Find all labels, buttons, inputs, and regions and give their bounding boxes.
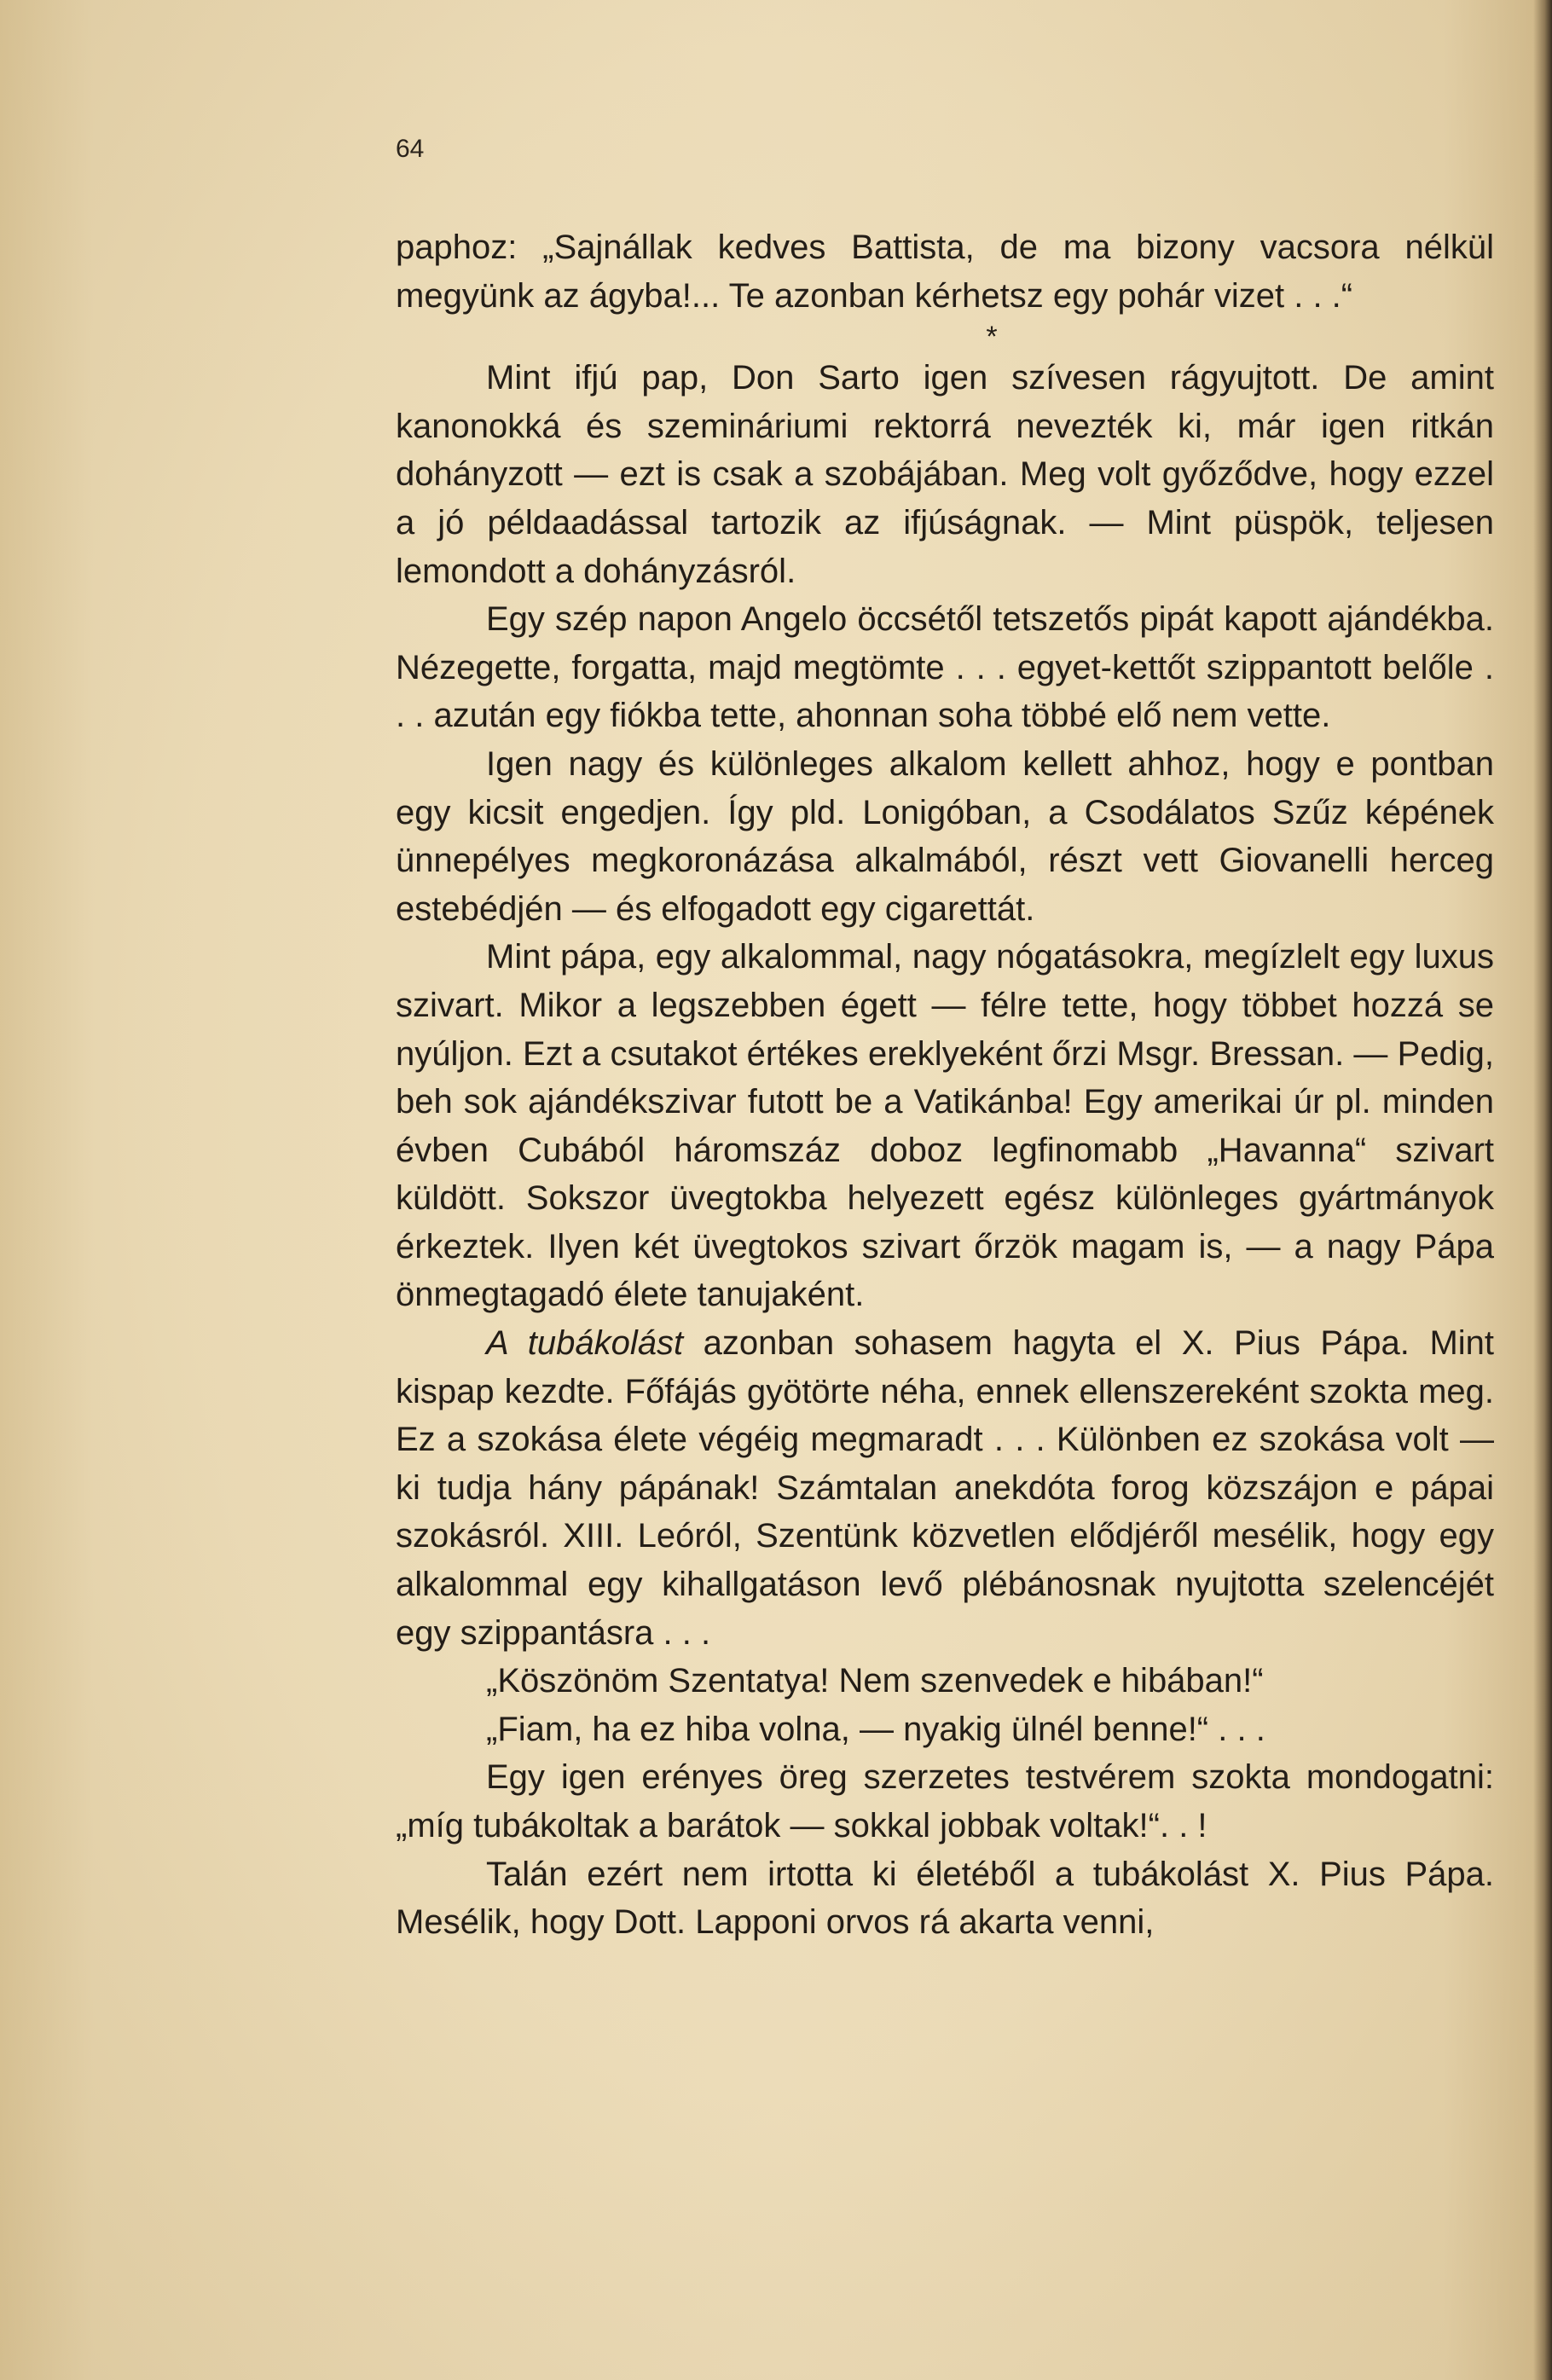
paragraph: Egy igen erényes öreg szerzetes testvérem szokta mondogatni: „míg tubákoltak a barátok — sokkal jobbak voltak!“. . ! [396, 1758, 1494, 1844]
paragraph: Egy szép napon Angelo öccsétől tetszetős pipát kapott ajándékba. Nézegette, forgatta, majd megtömte . . . egyet-kettőt szippantott belőle . . . azután egy fiókba tette, ahonnan soha többé elő nem vette. [396, 600, 1494, 735]
paragraph-tubakolas [396, 1319, 1494, 1657]
body-text [396, 223, 1494, 1947]
paragraph-text: azonban sohasem hagyta el X. Pius Pápa. Mint kispap kezdte. Főfájás gyötörte néha, ennek ellenszereként szokta meg. Ez a szokása élete végéig megmaradt . . . Különben ez szokása volt — ki tudja hány pápának! Számtalan anekdóta forog közszájon e pápai szokásról. XIII. Leóról, Szentünk közvetlen elődjéről mesélik, hogy egy alkalommal egy kihallgatáson levő plébánosnak nyujtotta szelencéjét egy szippantásra . . . [396, 1324, 1495, 1652]
dialogue-line: „Köszönöm Szentatya! Nem szenvedek e hibában!“ [486, 1662, 1264, 1700]
italic-phrase: A tubákolást [486, 1324, 684, 1363]
paragraph: Igen nagy és különleges alkalom kellett ahhoz, hogy e pontban egy kicsit engedjen. Így pld. Lonigóban, a Csodálatos Szűz képének ünnepélyes megkoronázása alkalmából, részt vett Giovanelli herceg estebédjén — és elfogadott egy cigarettát. [396, 744, 1494, 928]
page-edge-shadow [1533, 0, 1552, 2380]
paragraph-opening: paphoz: „Sajnállak kedves Battista, de ma bizony vacsora nélkül megyünk az ágyba!... Te azonban kérhetsz egy pohár vizet . . .“ [396, 229, 1494, 315]
page-number: 64 [396, 135, 425, 163]
dialogue-line: „Fiam, ha ez hiba volna, — nyakig ülnél benne!“ . . . [486, 1710, 1265, 1748]
paragraph: Talán ezért nem irtotta ki életéből a tubákolást X. Pius Pápa. Mesélik, hogy Dott. Lapponi orvos rá akarta venni, [396, 1855, 1494, 1942]
section-separator: * [986, 321, 998, 354]
paragraph: Mint ifjú pap, Don Sarto igen szívesen rágyujtott. De amint kanonokká és szemináriumi rektorrá nevezték ki, már igen ritkán dohányzott — ezt is csak a szobájában. Meg volt győződve, hogy ezzel a jó példaadással tartozik az ifjúságnak. — Mint püspök, teljesen lemondott a dohányzásról. [396, 359, 1494, 590]
paragraph: Mint pápa, egy alkalommal, nagy nógatásokra, megízlelt egy luxus szivart. Mikor a legszebben égett — félre tette, hogy többet hozzá se nyúljon. Ezt a csutakot értékes ereklyeként őrzi Msgr. Bressan. — Pedig, beh sok ajándékszivar futott be a Vatikánba! Egy amerikai úr pl. minden évben Cubából háromszáz doboz legfinomabb „Havanna“ szivart küldött. Sokszor üvegtokba helyezett egész különleges gyártmányok érkeztek. Ilyen két üvegtokos szivart őrzök magam is, — a nagy Pápa önmegtagadó élete tanujaként. [396, 938, 1494, 1314]
